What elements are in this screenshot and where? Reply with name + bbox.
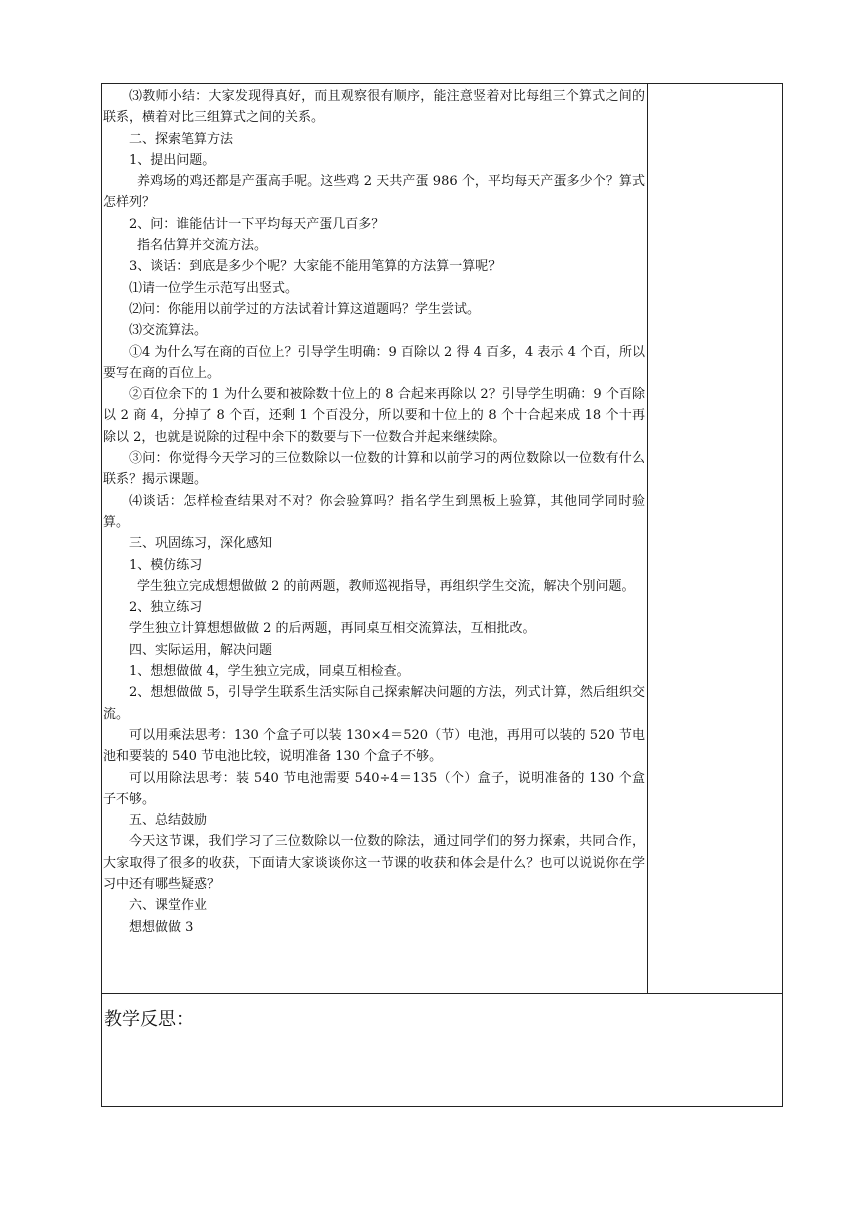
lesson-paragraph: 二、探索笔算方法 xyxy=(129,131,234,147)
lesson-paragraph: ①4 为什么写在商的百位上？引导学生明确：9 百除以 2 得 4 百多，4 表示 4 个百，所以要写在商的百位上。 xyxy=(103,344,645,381)
lesson-paragraph: 1、模仿练习 xyxy=(129,557,203,573)
lesson-paragraph: 1、提出问题。 xyxy=(129,152,216,168)
lesson-paragraph: 四、实际运用，解决问题 xyxy=(129,642,273,658)
lesson-paragraph: ③问：你觉得今天学习的三位数除以一位数的计算和以前学习的两位数除以一位数有什么联系？揭示课题。 xyxy=(103,451,645,488)
lesson-paragraph: 2、想想做做 5，引导学生联系生活实际自己探索解决问题的方法，列式计算，然后组织交流。 xyxy=(103,685,645,722)
row-divider xyxy=(101,993,783,994)
lesson-paragraph: ⑷谈话：怎样检查结果对不对？你会验算吗？指名学生到黑板上验算，其他同学同时验算。 xyxy=(103,493,645,530)
lesson-paragraph: ⑴请一位学生示范写出竖式。 xyxy=(129,280,299,296)
lesson-paragraph: 想想做做 3 xyxy=(129,919,194,935)
reflection-label: 教学反思： xyxy=(104,1009,194,1030)
lesson-paragraph: 三、巩固练习，深化感知 xyxy=(129,536,273,552)
lesson-paragraph: ⑵问：你能用以前学过的方法试着计算这道题吗？学生尝试。 xyxy=(129,301,481,317)
lesson-paragraph: 指名估算并交流方法。 xyxy=(137,238,268,254)
lesson-paragraph: 学生独立计算想想做做 2 的后两题，再同桌互相交流算法，互相批改。 xyxy=(129,621,536,637)
lesson-paragraph: 学生独立完成想想做做 2 的前两题，教师巡视指导，再组织学生交流，解决个别问题。 xyxy=(137,578,635,594)
lesson-paragraph: 养鸡场的鸡还都是产蛋高手呢。这些鸡 2 天共产蛋 986 个，平均每天产蛋多少个？算式怎样列？ xyxy=(103,174,645,211)
lesson-paragraph: 3、谈话：到底是多少个呢？大家能不能用笔算的方法算一算呢？ xyxy=(129,259,502,275)
lesson-paragraph: 六、课堂作业 xyxy=(129,898,208,914)
lesson-paragraph: ⑶交流算法。 xyxy=(129,323,208,339)
lesson-paragraph: 可以用乘法思考：130 个盒子可以装 130×4＝520（节）电池，再用可以装的 520 节电池和要装的 540 节电池比较，说明准备 130 个盒子不够。 xyxy=(103,727,645,765)
lesson-paragraph: 今天这节课，我们学习了三位数除以一位数的除法，通过同学们的努力探索，共同合作，大家取得了很多的收获，下面请大家谈谈你这一节课的收获和体会是什么？也可以说说你在学习中还有哪些疑惑？ xyxy=(103,834,645,892)
lesson-paragraph: 2、独立练习 xyxy=(129,600,203,616)
lesson-paragraph: 可以用除法思考：装 540 节电池需要 540÷4＝135（个）盒子，说明准备的 130 个盒子不够。 xyxy=(103,770,645,807)
lesson-content-cell xyxy=(103,86,645,938)
column-divider xyxy=(647,83,648,994)
lesson-paragraph: 1、想想做做 4，学生独立完成，同桌互相检查。 xyxy=(129,664,410,680)
lesson-paragraph: ⑶教师小结：大家发现得真好，而且观察很有顺序，能注意竖着对比每组三个算式之间的联系，横着对比三组算式之间的关系。 xyxy=(103,89,645,126)
lesson-paragraph: 五、总结鼓励 xyxy=(129,813,208,829)
lesson-paragraph: ②百位余下的 1 为什么要和被除数十位上的 8 合起来再除以 2？引导学生明确：9 个百除以 2 商 4，分掉了 8 个百，还剩 1 个百没分，所以要和十位上的 8 个十合起来成 18 个十再除以 2，也就是说除的过程中余下的数要与下一位数合并起来继续除。 xyxy=(103,387,645,445)
lesson-paragraph: 2、问：谁能估计一下平均每天产蛋几百多？ xyxy=(129,216,385,232)
